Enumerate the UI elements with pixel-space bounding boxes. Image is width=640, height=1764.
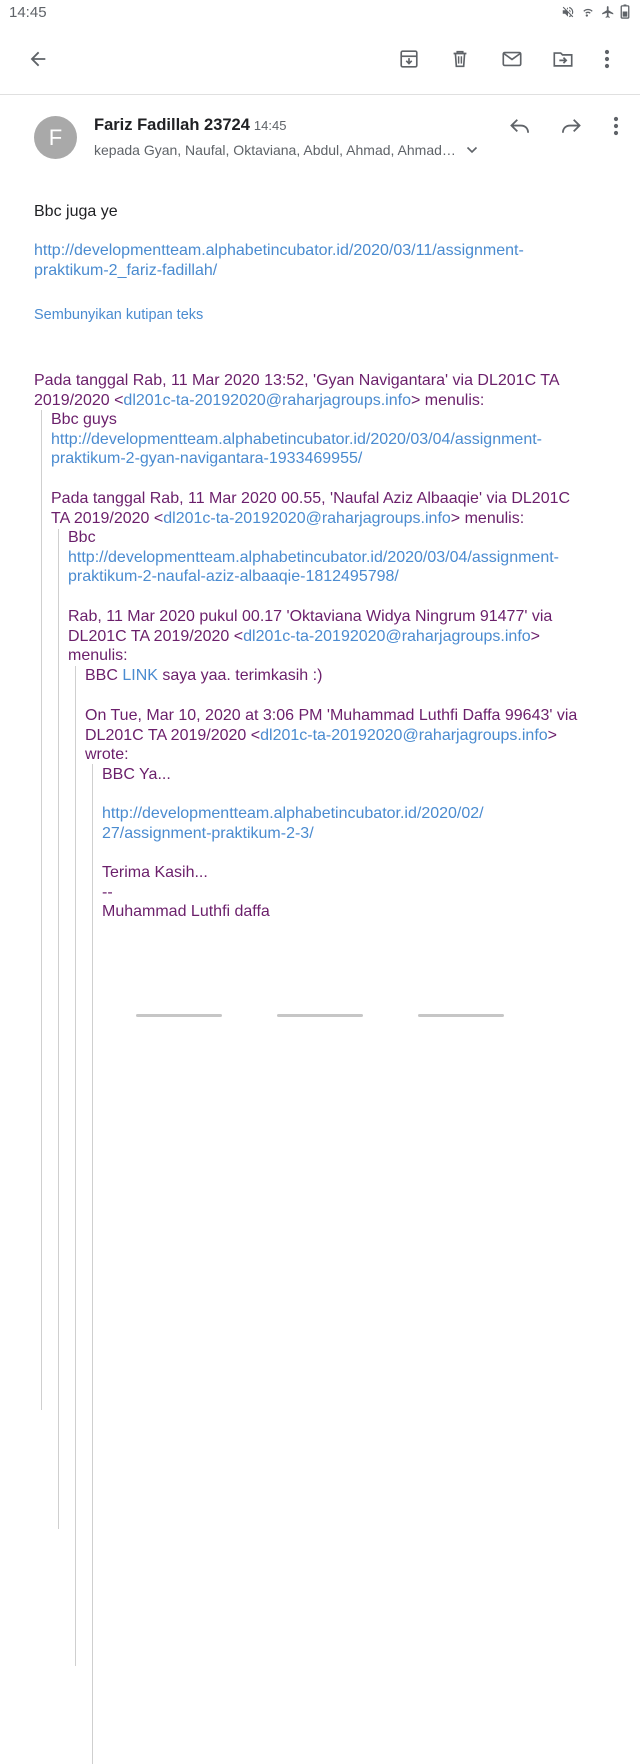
forward-button[interactable] xyxy=(557,112,585,140)
body-link-line-1: http://developmentteam.alphabetincubator.id/2020/03/11/assignment- xyxy=(34,242,524,259)
battery-icon xyxy=(620,4,630,19)
status-bar xyxy=(0,0,640,26)
quote-body-4: BBC Ya... http://developmentteam.alphabetincubator.id/2020/02/ 27/assignment-praktikum-2-3/ Terima Kasih... -- Muhammad Luthfi daffa xyxy=(102,766,484,921)
quote-link-1[interactable]: http://developmentteam.alphabetincubator.id/2020/03/04/assignment- praktikum-2-gyan-navigantara-1933469955/ xyxy=(51,430,542,468)
back-button[interactable] xyxy=(23,44,53,74)
quote-line-2 xyxy=(58,529,59,1529)
quote-line-3 xyxy=(75,666,76,1666)
quote-link-2[interactable]: http://developmentteam.alphabetincubator.id/2020/03/04/assignment- praktikum-2-naufal-aziz-albaaqie-1812495798/ xyxy=(68,548,559,586)
quote-link-4[interactable]: http://developmentteam.alphabetincubator.id/2020/02/ 27/assignment-praktikum-2-3/ xyxy=(102,805,484,842)
quote-body-3: BBC LINK saya yaa. terimkasih :) xyxy=(85,667,323,684)
quote-line-4 xyxy=(92,764,93,1764)
body-link[interactable] xyxy=(34,241,524,281)
nav-handle-3 xyxy=(418,1014,504,1017)
arrow-left-icon xyxy=(27,48,49,70)
quote-header-3: Rab, 11 Mar 2020 pukul 00.17 'Oktaviana Widya Ningrum 91477' via DL201C TA 2019/2020 <dl201c-ta-20192020@raharjagroups.info> menulis: xyxy=(68,608,553,665)
sender-line xyxy=(94,116,286,135)
quote-header-4: On Tue, Mar 10, 2020 at 3:06 PM 'Muhammad Luthfi Daffa 99643' via DL201C TA 2019/2020 <dl201c-ta-20192020@raharjagroups.info> wrote: xyxy=(85,707,578,764)
move-folder-icon xyxy=(551,48,575,70)
sender-name: Fariz Fadillah 23724 xyxy=(94,116,250,134)
status-time: 14:45 xyxy=(9,4,47,21)
nav-handle-2 xyxy=(277,1014,363,1017)
chevron-down-icon xyxy=(466,146,478,154)
delete-button[interactable] xyxy=(445,44,475,74)
forward-icon xyxy=(560,117,582,135)
archive-button[interactable] xyxy=(394,44,424,74)
archive-icon xyxy=(398,48,420,70)
quote-email-link-1[interactable]: dl201c-ta-20192020@raharjagroups.info xyxy=(123,391,411,409)
mute-icon xyxy=(561,5,575,19)
avatar[interactable]: F xyxy=(34,116,77,159)
quote-body-1: Bbc guys http://developmentteam.alphabetincubator.id/2020/03/04/assignment- praktikum-2-gyan-navigantara-1933469955/ xyxy=(51,411,542,468)
nav-handle-1 xyxy=(136,1014,222,1017)
toolbar-divider xyxy=(0,94,640,95)
hide-quoted-text-link[interactable]: Sembunyikan kutipan teks xyxy=(34,307,204,323)
mail-icon xyxy=(500,48,524,70)
trash-icon xyxy=(449,48,471,70)
quote-body-2: Bbc http://developmentteam.alphabetincubator.id/2020/03/04/assignment- praktikum-2-naufal-aziz-albaaqie-1812495798/ xyxy=(68,529,559,586)
message-time: 14:45 xyxy=(253,118,287,133)
move-to-button[interactable] xyxy=(548,44,578,74)
mark-unread-button[interactable] xyxy=(497,44,527,74)
quote-header-2: Pada tanggal Rab, 11 Mar 2020 00.55, 'Naufal Aziz Albaaqie' via DL201C TA 2019/2020 <dl201c-ta-20192020@raharjagroups.info> menulis: xyxy=(51,490,571,527)
quote-email-link-3[interactable]: dl201c-ta-20192020@raharjagroups.info xyxy=(243,627,531,645)
quote-header-1: Pada tanggal Rab, 11 Mar 2020 13:52, 'Gyan Navigantara' via DL201C TA 2019/2020 <dl201c-ta-20192020@raharjagroups.info> menulis: xyxy=(34,372,560,409)
recipients-text: kepada Gyan, Naufal, Oktaviana, Abdul, Ahmad, Ahmad… xyxy=(94,142,456,158)
quote-email-link-4[interactable]: dl201c-ta-20192020@raharjagroups.info xyxy=(260,726,548,744)
more-vert-icon xyxy=(613,116,619,136)
body-text: Bbc juga ye xyxy=(34,203,118,220)
body-link-line-2: praktikum-2_fariz-fadillah/ xyxy=(34,262,218,279)
quote-email-link-2[interactable]: dl201c-ta-20192020@raharjagroups.info xyxy=(163,509,451,527)
status-icons xyxy=(561,4,630,19)
more-options-button[interactable] xyxy=(592,44,622,74)
message-more-button[interactable] xyxy=(602,112,630,140)
reply-button[interactable] xyxy=(506,112,534,140)
recipients-toggle[interactable] xyxy=(94,142,478,158)
reply-icon xyxy=(509,117,531,135)
quote-line-1 xyxy=(41,410,42,1410)
inline-link[interactable]: LINK xyxy=(122,667,158,684)
more-vert-icon xyxy=(604,49,610,69)
wifi-icon xyxy=(580,5,596,19)
toolbar xyxy=(0,28,640,90)
airplane-icon xyxy=(601,5,615,19)
